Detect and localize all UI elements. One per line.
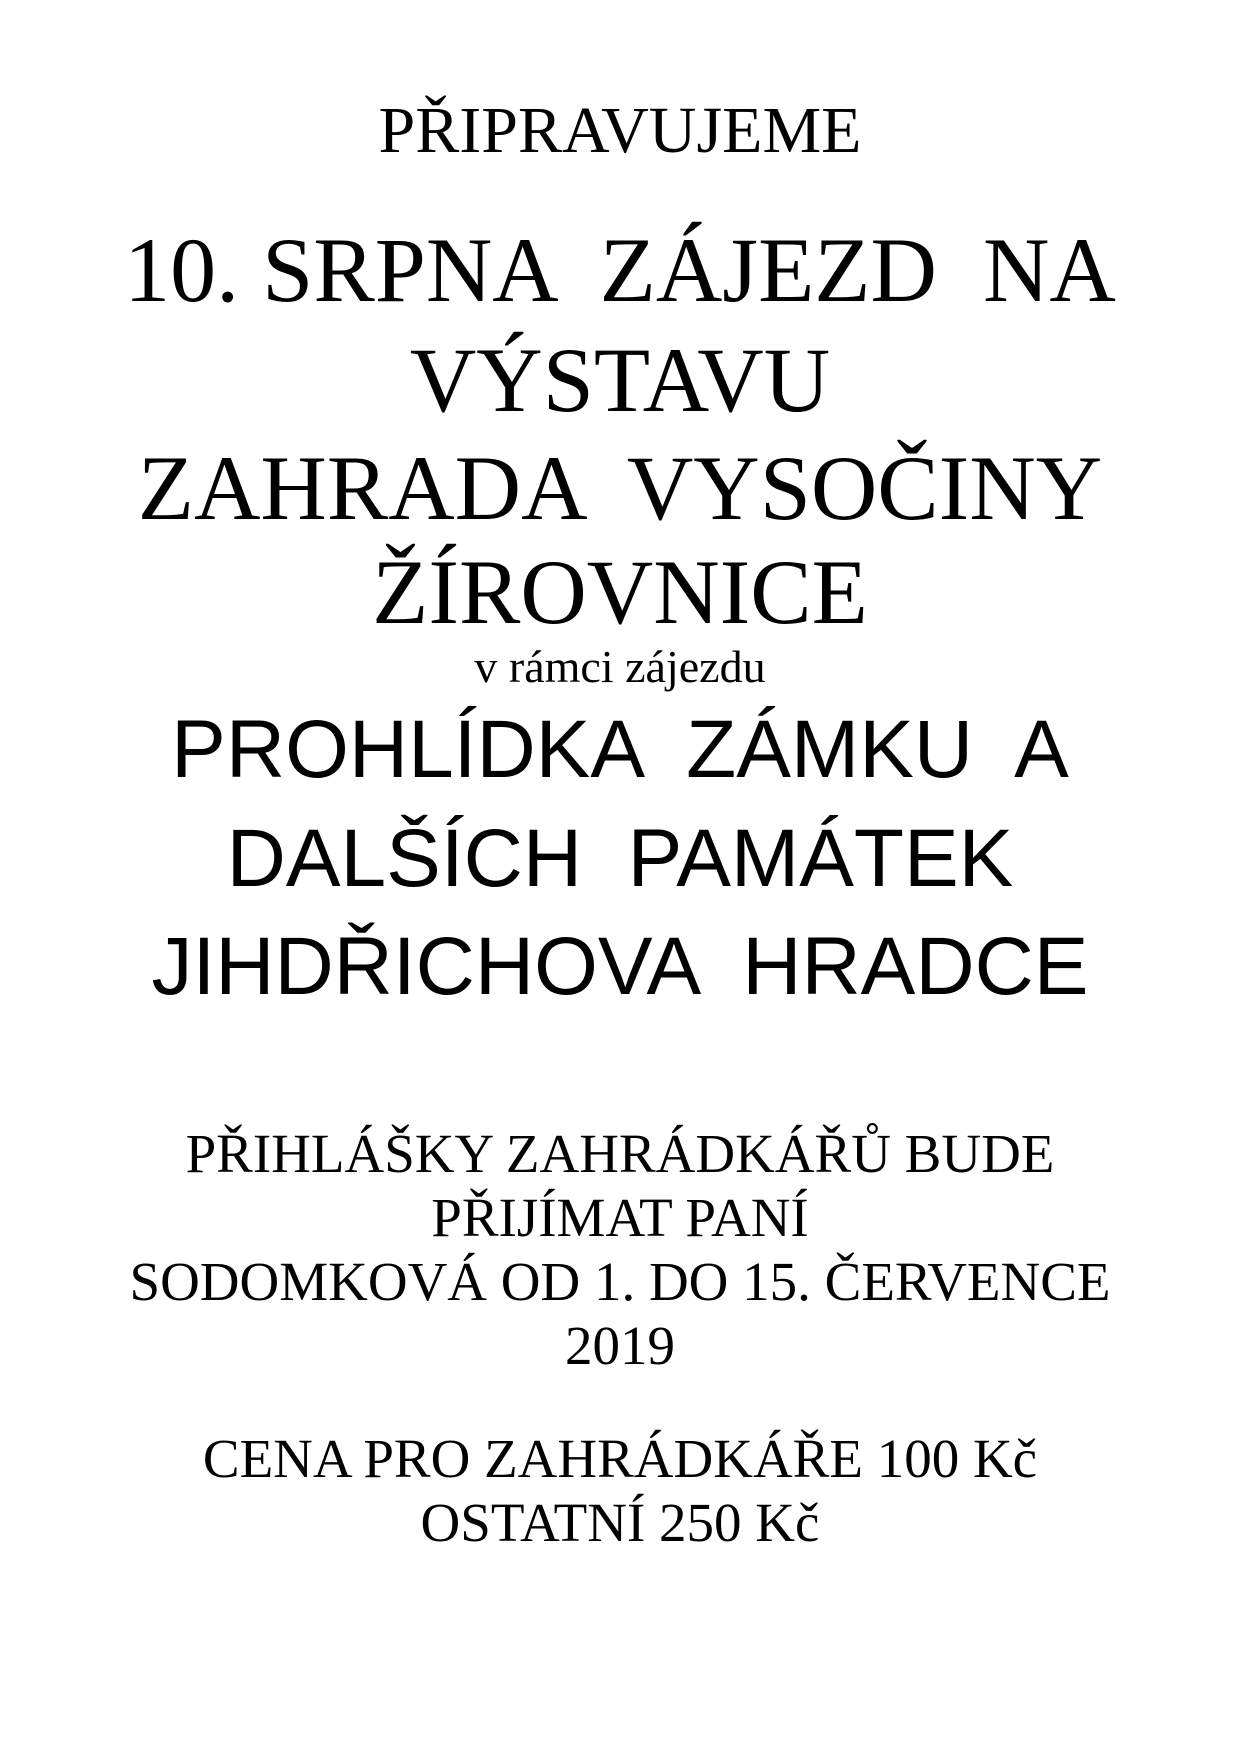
headline-line-4: ŽÍROVNICE [372, 541, 868, 643]
price-line-1: CENA PRO ZAHRÁDKÁŘE 100 Kč [202, 1428, 1038, 1489]
price-line-2: OSTATNÍ 250 Kč [420, 1492, 820, 1553]
subline: v rámci zájezdu [474, 641, 766, 692]
registration-line-1: PŘIHLÁŠKY ZAHRÁDKÁŘŮ BUDE [185, 1123, 1055, 1184]
registration-line-2: PŘIJÍMAT PANÍ [431, 1187, 809, 1248]
headline-line-2: VÝSTAVU [409, 329, 831, 431]
secondary-line-2: DALŠÍCH PAMÁTEK [226, 813, 1014, 904]
registration-line-3: SODOMKOVÁ OD 1. DO 15. ČERVENCE [129, 1251, 1111, 1312]
secondary-line-3: JIHDŘICHOVA HRADCE [151, 921, 1089, 1012]
secondary-line-1: PROHLÍDKA ZÁMKU A [171, 704, 1069, 795]
headline-line-1: 10. SRPNA ZÁJEZD NA [124, 219, 1116, 321]
registration-line-4: 2019 [565, 1315, 675, 1376]
kicker-heading: PŘIPRAVUJEME [378, 94, 862, 167]
headline-line-3: ZAHRADA VYSOČINY [137, 437, 1103, 539]
